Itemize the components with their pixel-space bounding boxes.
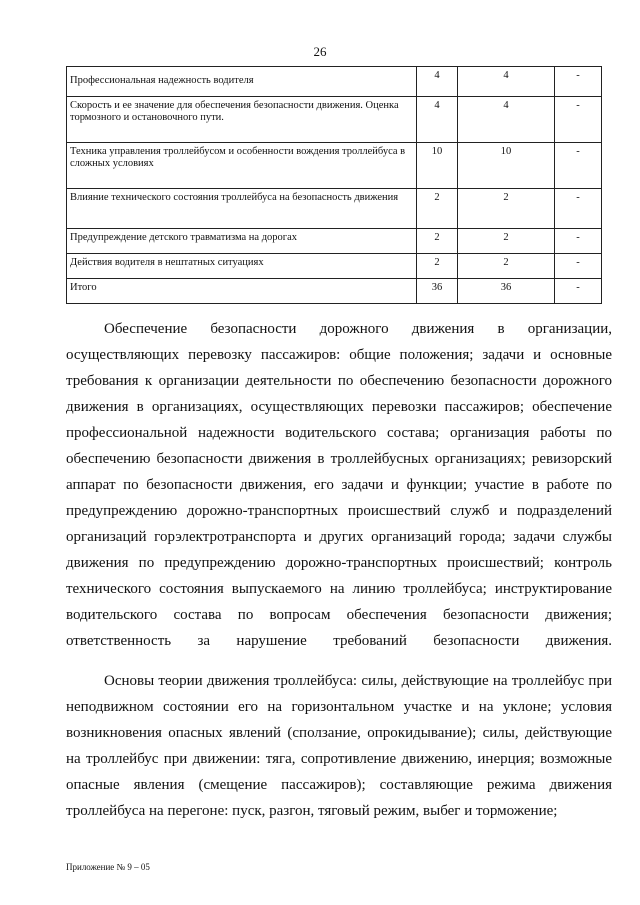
paragraph-motion-theory: Основы теории движения троллейбуса: силы, действующие на троллейбус при неподвижном состоянии его на горизонтальном участке и на уклоне; условия возникновения опасных явлений (сползание, опрокидывание); силы, действующие на троллейбус при движении: тяга, сопротивление движению, инерция; возможные опасные явления (смещение пассажиров); составляющие режима движения троллейбуса на перегоне: пуск, разгон, тяговый режим, выбег и торможение;	[66, 673, 612, 819]
table-cell-practice-hours: -	[555, 97, 602, 143]
table-cell-theory-hours: 4	[458, 67, 555, 97]
table-row	[67, 189, 602, 229]
table-cell-practice-hours: -	[555, 189, 602, 229]
table-cell-theory-hours: 2	[458, 229, 555, 254]
table-cell-total-hours: 10	[417, 143, 458, 189]
table-cell-topic: Итого	[67, 279, 417, 304]
table-row	[67, 97, 602, 143]
table-cell-topic: Профессиональная надежность водителя	[67, 67, 417, 97]
table-cell-topic: Предупреждение детского травматизма на дорогах	[67, 229, 417, 254]
table-cell-practice-hours: -	[555, 143, 602, 189]
table-cell-topic: Техника управления троллейбусом и особенности вождения троллейбуса в сложных условиях	[67, 143, 417, 189]
footer-appendix-label: Приложение № 9 – 05	[66, 862, 150, 872]
table-cell-total-hours: 4	[417, 97, 458, 143]
table-cell-total-hours: 36	[417, 279, 458, 304]
table-cell-practice-hours: -	[555, 254, 602, 279]
table-row	[67, 279, 602, 304]
table-cell-theory-hours: 2	[458, 189, 555, 229]
table-cell-practice-hours: -	[555, 229, 602, 254]
table-body	[67, 67, 602, 304]
table-cell-total-hours: 2	[417, 189, 458, 229]
table-cell-total-hours: 2	[417, 229, 458, 254]
table-cell-topic: Действия водителя в нештатных ситуациях	[67, 254, 417, 279]
paragraph-safety-organization: Обеспечение безопасности дорожного движения в организации, осуществляющих перевозку пассажиров: общие положения; задачи и основные требования к организации деятельности по обеспечению безопасности дорожного движения в организациях, осуществляющих перевозки пассажиров; обеспечение профессиональной надежности водительского состава; организация работы по обеспечению безопасности движения в троллейбусных организациях; ревизорский аппарат по безопасности движения, его задачи и функции; участие в работе по предупреждению дорожно-транспортных происшествий служб и подразделений организаций горэлектротранспорта и других организаций города; задачи службы движения по предупреждению дорожно-транспортных происшествий; контроль технического состояния выпускаемого на линию троллейбуса; инструктирование водительского состава по вопросам обеспечения безопасности движения; ответственность за нарушение требований безопасности движения.	[66, 321, 612, 649]
page-number: 26	[313, 44, 327, 59]
table-row	[67, 67, 602, 97]
table-cell-practice-hours: -	[555, 67, 602, 97]
table-cell-practice-hours: -	[555, 279, 602, 304]
table-cell-total-hours: 2	[417, 254, 458, 279]
table-row	[67, 229, 602, 254]
table-cell-theory-hours: 10	[458, 143, 555, 189]
table-cell-topic: Скорость и ее значение для обеспечения безопасности движения. Оценка тормозного и остановочного пути.	[67, 97, 417, 143]
table-cell-theory-hours: 36	[458, 279, 555, 304]
table-cell-theory-hours: 2	[458, 254, 555, 279]
table-cell-topic: Влияние технического состояния троллейбуса на безопасность движения	[67, 189, 417, 229]
table-cell-theory-hours: 4	[458, 97, 555, 143]
hours-table	[66, 66, 602, 304]
table-row	[67, 143, 602, 189]
table-cell-total-hours: 4	[417, 67, 458, 97]
table-row	[67, 254, 602, 279]
